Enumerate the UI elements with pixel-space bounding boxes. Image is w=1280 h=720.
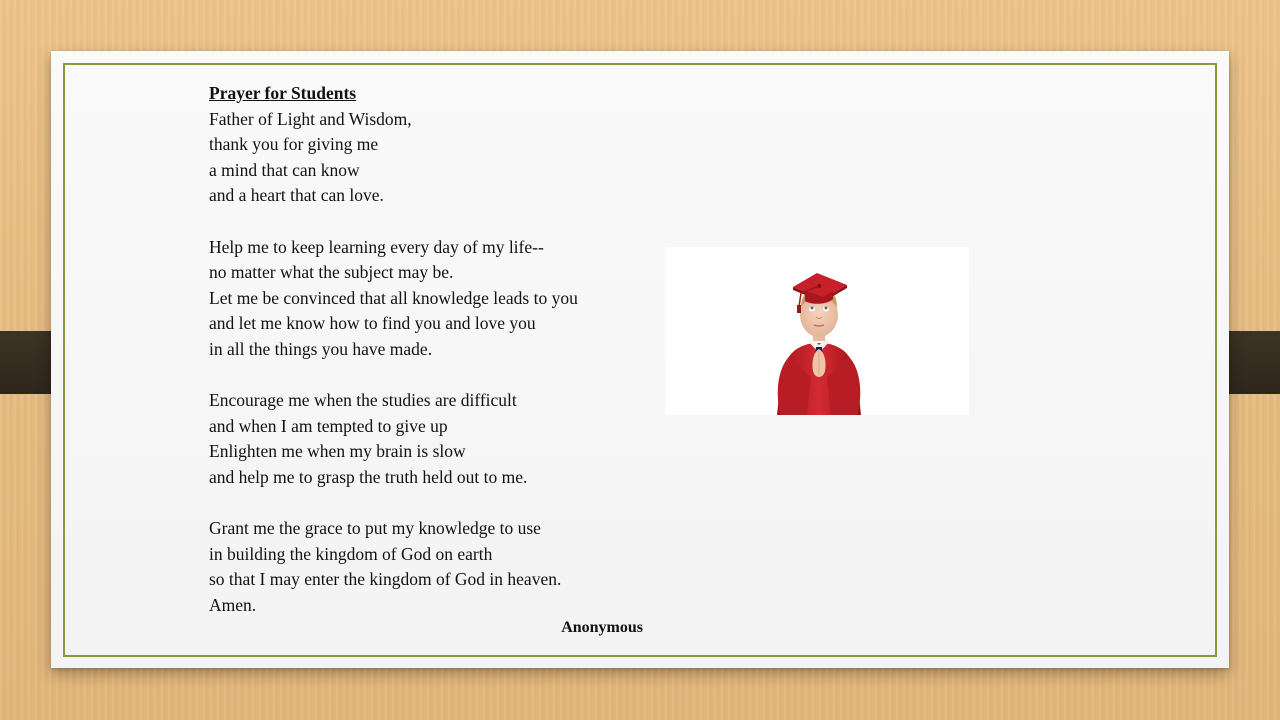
poem-line: Father of Light and Wisdom, xyxy=(209,108,412,129)
poem-line: and when I am tempted to give up xyxy=(209,415,448,436)
stanza-gap xyxy=(209,209,649,235)
poem-line: so that I may enter the kingdom of God in heaven. xyxy=(209,569,562,590)
graduate-child-photo xyxy=(665,247,969,415)
poem-line: Amen. xyxy=(209,594,257,615)
poem-author: Anonymous xyxy=(561,619,643,636)
poem-line: in building the kingdom of God on earth xyxy=(209,543,493,564)
poem-line: thank you for giving me xyxy=(209,134,379,155)
poem-line: Enlighten me when my brain is slow xyxy=(209,441,466,462)
poem-line: Encourage me when the studies are difficult xyxy=(209,390,517,411)
poem-line: and a heart that can love. xyxy=(209,185,384,206)
poem-line: and help me to grasp the truth held out to me. xyxy=(209,466,528,487)
poem-text xyxy=(209,81,649,618)
graduate-child-illustration xyxy=(665,247,969,415)
poem-title: Prayer for Students xyxy=(209,83,357,103)
poem-line: Help me to keep learning every day of my life-- xyxy=(209,236,544,257)
stanza-gap xyxy=(209,363,649,389)
poem-line: a mind that can know xyxy=(209,159,360,180)
poem-line: no matter what the subject may be. xyxy=(209,262,454,283)
stanza-gap xyxy=(209,491,649,517)
poem-line: Grant me the grace to put my knowledge to use xyxy=(209,518,541,539)
slide-paper xyxy=(51,51,1229,668)
poem-line: and let me know how to find you and love you xyxy=(209,313,536,334)
poem-line: in all the things you have made. xyxy=(209,338,433,359)
poem-line: Let me be convinced that all knowledge leads to you xyxy=(209,287,578,308)
